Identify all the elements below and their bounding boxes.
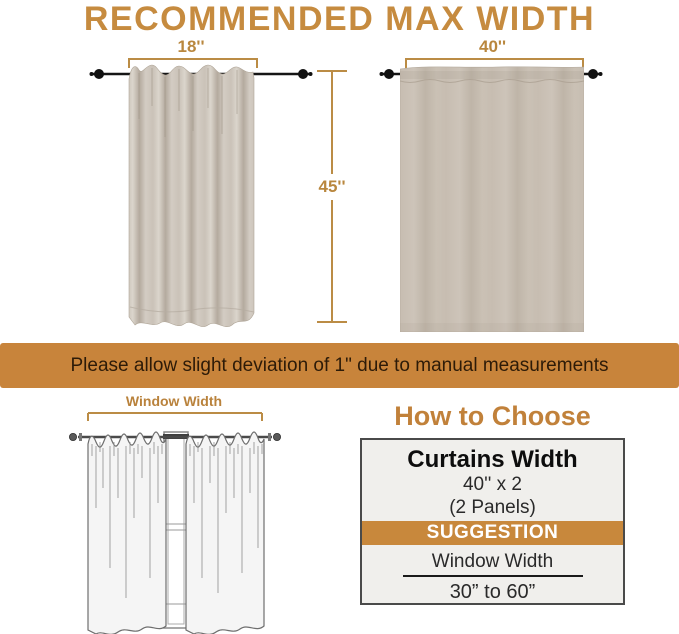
curtains-width-value: 40'' x 2: [462, 474, 522, 495]
suggestion-header: SUGGESTION: [362, 521, 623, 545]
table-divider-line: [403, 575, 583, 577]
page-title: RECOMMENDED MAX WIDTH: [83, 0, 596, 38]
left-panel-width-label: 18'': [177, 37, 205, 56]
size-guide-table: [360, 438, 625, 605]
window-curtains-diagram: [40, 408, 308, 634]
height-measure-bottom-cap: [317, 321, 347, 323]
curtain-panel-18-image: [127, 61, 256, 333]
right-panel-width-label: 40'': [479, 37, 506, 56]
how-to-choose-heading: How to Choose: [394, 401, 591, 431]
deviation-notice-banner: [0, 343, 679, 388]
panels-note: (2 Panels): [449, 497, 536, 518]
panel-height-label: 45'': [303, 174, 361, 200]
deviation-notice-text: Please allow slight deviation of 1" due to manual measurements: [70, 354, 609, 376]
window-width-range: 30” to 60”: [449, 581, 536, 603]
curtains-width-header: Curtains Width: [407, 446, 578, 473]
curtain-panel-40-image: [400, 63, 584, 332]
window-width-diagram-label: Window Width: [125, 393, 223, 409]
window-width-header: Window Width: [431, 551, 554, 572]
